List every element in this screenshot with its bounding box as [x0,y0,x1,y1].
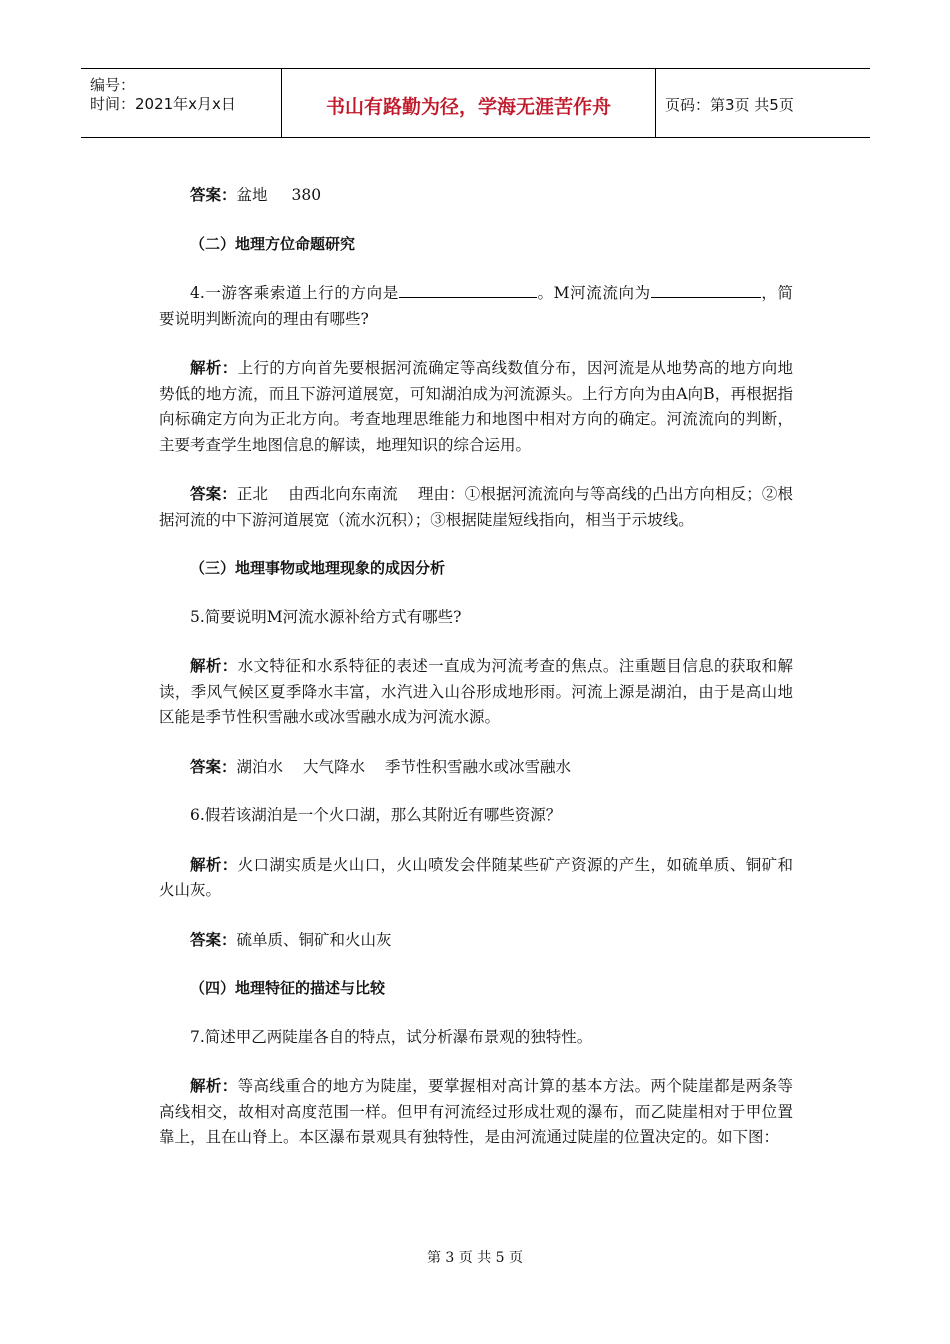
answer-label: 答案： [190,484,237,503]
answer-blank [399,280,537,298]
answer-blank [651,280,761,298]
serial-number-label: 编号： [90,76,136,94]
date-label: 时间：2021年x月x日 [90,95,236,113]
answer-3: 答案：盆地 380 [190,185,322,204]
question-4: 4.一游客乘索道上行的方向是 。M河流流向为 ，简要说明判断流向的理由有哪些? [159,280,793,332]
section-heading-4: （四）地理特征的描述与比较 [190,979,386,997]
answer-5: 答案：湖泊水 大气降水 季节性积雪融水或冰雪融水 [190,756,572,776]
answer-label: 答案： [190,185,237,204]
answer-label: 答案： [190,929,237,949]
explanation-6: 解析：火口湖实质是火山口，火山喷发会伴随某些矿产资源的产生，如硫单质、铜矿和火山灰。 [159,854,793,899]
page-footer: 第 3 页 共 5 页 [426,1250,524,1266]
section-heading-3: （三）地理事物或地理现象的成因分析 [190,559,446,577]
explanation-label: 解析： [190,854,238,874]
header-page-code: 页码：第3页 共5页 [665,96,794,114]
explanation-7: 解析：等高线重合的地方为陡崖，要掌握相对高计算的基本方法。两个陡崖都是两条等高线相交，故相对高度范围一样。但甲有河流经过形成壮观的瀑布，而乙陡崖相对于甲位置靠上，且在山脊上。本区瀑布景观具有独特性，是由河流通过陡崖的位置决定的。如下图： [159,1076,793,1146]
explanation-5: 解析：水文特征和水系特征的表述一直成为河流考查的焦点。注重题目信息的获取和解读，季风气候区夏季降水丰富，水汽进入山谷形成地形雨。河流上源是湖泊，由于是高山地区能是季节性积雪融水或冰雪融水成为河流水源。 [159,656,793,726]
question-7: 7.简述甲乙两陡崖各自的特点，试分析瀑布景观的独特性。 [190,1027,593,1046]
answer-label: 答案： [190,756,237,776]
section-heading-2: （二）地理方位命题研究 [190,234,356,253]
header-motto-cell [281,69,656,137]
question-5: 5.简要说明M河流水源补给方式有哪些? [190,607,462,626]
answer-4: 答案：正北 由西北向东南流 理由：①根据河流流向与等高线的凸出方向相反；②根据河流的中下游河道展宽（流水沉积）；③根据陡崖短线指向，相当于示坡线。 [159,484,793,529]
explanation-label: 解析： [190,656,238,675]
explanation-label: 解析： [190,1076,238,1095]
header-right-cell [655,69,870,137]
header-motto: 书山有路勤为径，学海无涯苦作舟 [325,96,611,118]
explanation-label: 解析： [190,358,238,377]
answer-6: 答案：硫单质、铜矿和火山灰 [190,929,392,949]
document-body [159,182,793,1174]
question-6: 6.假若该湖泊是一个火口湖，那么其附近有哪些资源？ [190,806,562,824]
explanation-4: 解析：上行的方向首先要根据河流确定等高线数值分布，因河流是从地势高的地方向地势低的地方流，而且下游河道展宽，可知湖泊成为河流源头。上行方向为由A向B，再根据指向标确定方向为正北方向。考查地理思维能力和地图中相对方向的确定。河流流向的判断，主要考查学生地图信息的解读，地理知识的综合运用。 [159,358,793,454]
document-header [81,68,870,138]
header-left-cell [81,69,281,137]
